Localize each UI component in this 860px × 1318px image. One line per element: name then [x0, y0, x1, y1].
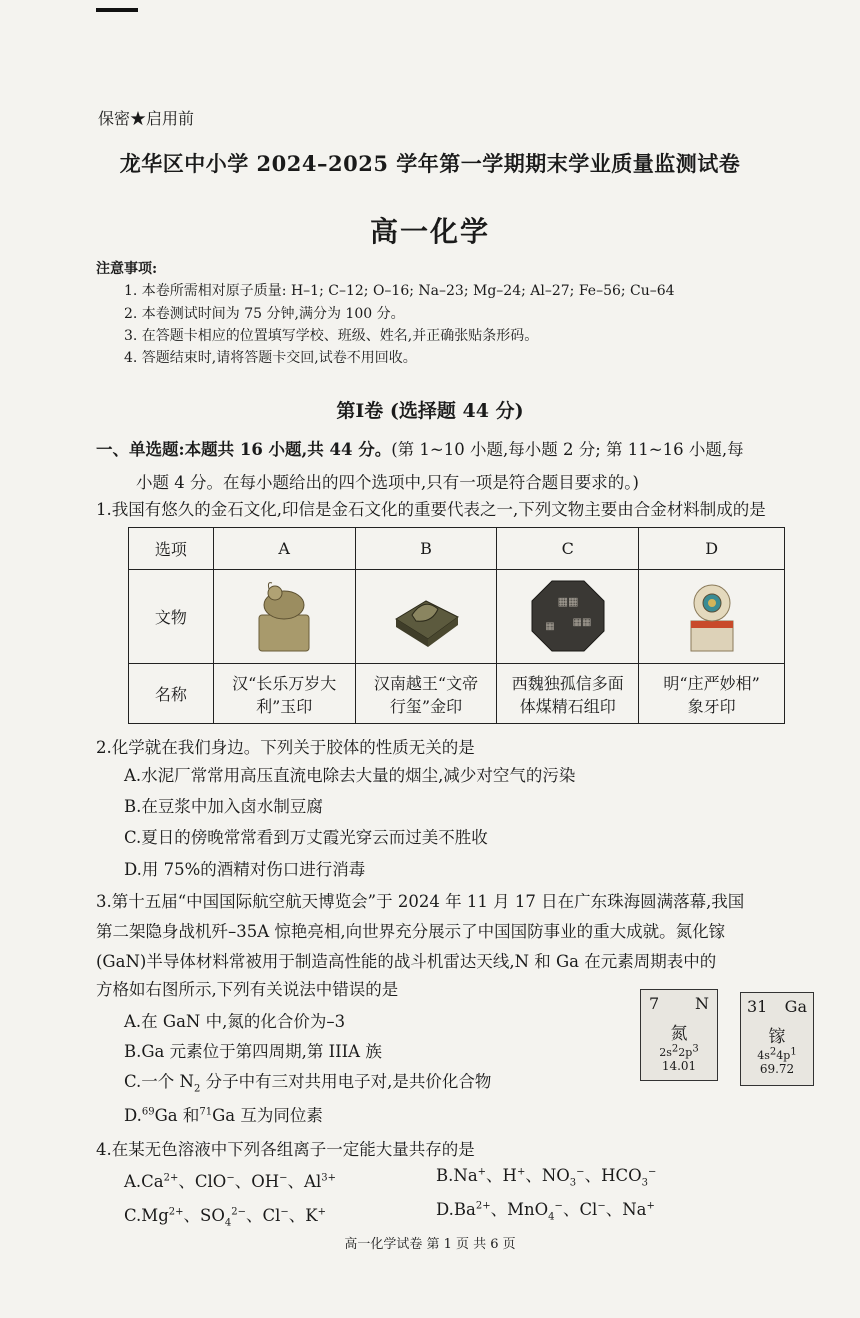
- q3-option-d: [124, 1106, 323, 1126]
- svg-text:▦▦: ▦▦: [572, 616, 592, 628]
- ga-config-p-count: 1: [790, 1046, 797, 1058]
- q3-option-d-label: D.: [124, 1106, 142, 1125]
- q3-option-c-text-rest: 分子中有三对共用电子对,是共价化合物: [200, 1072, 492, 1091]
- ivory-seal-image: [677, 575, 747, 655]
- q4-option-a: $A.Ca^{2+}$、ClO−、OH−、$Al^{3+}$: [124, 1172, 336, 1191]
- n-config-s: 2s: [659, 1046, 672, 1059]
- relic-b-name-line2: 行玺”金印: [389, 696, 463, 716]
- q2-option-c: C.夏日的傍晚常常看到万丈霞光穿云而过美不胜收: [124, 828, 488, 847]
- ga-name: 镓: [768, 1027, 786, 1047]
- relic-d-name-line1: 明“庄严妙相”: [663, 673, 760, 693]
- exam-title: 龙华区中小学 2024–2025 学年第一学期期末学业质量监测试卷: [119, 151, 741, 176]
- ga-electron-config: [741, 1046, 813, 1062]
- relic-c-name: [497, 664, 639, 724]
- q3-line2: 第二架隐身战机歼–35A 惊艳亮相,向世界充分展示了中国国防事业的重大成就。氮化镓: [96, 922, 726, 941]
- relic-d-name-line2: 象牙印: [687, 696, 736, 716]
- q4-option-d-label: D.: [436, 1200, 454, 1219]
- ga-symbol: Ga: [784, 997, 807, 1016]
- n-atomic-number: 7: [649, 994, 660, 1013]
- q3-option-c-text: C.一个 N: [124, 1072, 194, 1091]
- scan-mark: [96, 8, 138, 12]
- confidential-label: 保密★启用前: [98, 109, 195, 128]
- q4-option-a-label: A.: [124, 1172, 142, 1191]
- q4-option-b: B.Na+、H+、$NO_3^-$、$HCO_3^-$: [436, 1166, 657, 1189]
- q3-isotope-69: 69: [141, 1106, 155, 1118]
- q2-option-d: D.用 75%的酒精对伤口进行消毒: [124, 860, 366, 879]
- coal-seal-image: [528, 575, 608, 655]
- q4-stem: 4.在某无色溶液中下列各组离子一定能大量共存的是: [96, 1140, 475, 1159]
- gold-seal-image: [386, 579, 466, 651]
- option-c-header: C: [497, 528, 639, 570]
- periodic-cell-nitrogen: [640, 989, 718, 1081]
- q3-isotope-71: 71: [199, 1106, 213, 1118]
- q1-stem: 1.我国有悠久的金石文化,印信是金石文化的重要代表之一,下列文物主要由合金材料制成的是: [96, 500, 766, 519]
- ga-config-s-count: 2: [769, 1046, 777, 1058]
- relic-c-name-line1: 西魏独孤信多面: [511, 673, 624, 693]
- relic-b-name: [355, 664, 497, 724]
- q4-option-b-label: B.: [436, 1166, 454, 1185]
- notice-item: 2. 本卷测试时间为 75 分钟,满分为 100 分。: [124, 306, 405, 322]
- notice-item: 3. 在答题卡相应的位置填写学校、班级、姓名,并正确张贴条形码。: [124, 328, 539, 344]
- periodic-cell-gallium: [740, 992, 814, 1086]
- q2-stem: 2.化学就在我们身边。下列关于胶体的性质无关的是: [96, 738, 475, 757]
- q2-option-a: A.水泥厂常常用高压直流电除去大量的烟尘,减少对空气的污染: [124, 766, 576, 785]
- notice-item: 1. 本卷所需相对原子质量: H–1; C–12; O–16; Na–23; Mg–24; Al–27; Fe–56; Cu–64: [124, 283, 675, 299]
- n-config-p-count: 3: [692, 1043, 699, 1055]
- q3-option-a: A.在 GaN 中,氮的化合价为–3: [124, 1012, 346, 1031]
- n-atomic-mass: 14.01: [661, 1059, 697, 1073]
- row-label-name: 名称: [129, 664, 214, 724]
- q3-option-c: [124, 1072, 492, 1095]
- q3-option-d-rest: Ga 互为同位素: [212, 1106, 323, 1125]
- n-symbol: N: [695, 994, 709, 1013]
- part1-heading-line2: 小题 4 分。在每小题给出的四个选项中,只有一项是符合题目要求的。): [136, 473, 639, 492]
- relic-c-name-line2: 体煤精石组印: [519, 696, 616, 716]
- q3-line4: 方格如右图所示,下列有关说法中错误的是: [96, 980, 399, 999]
- relic-b-name-line1: 汉南越王“文帝: [373, 673, 479, 693]
- relic-d-name: [639, 664, 785, 724]
- q3-option-c-subscript: 2: [193, 1083, 201, 1095]
- q2-option-b: B.在豆浆中加入卤水制豆腐: [124, 797, 323, 816]
- ga-atomic-mass: 69.72: [759, 1062, 795, 1076]
- n-config-p: 2p: [678, 1046, 693, 1059]
- n-config-s-count: 2: [671, 1043, 679, 1055]
- n-name: 氮: [670, 1024, 688, 1044]
- q3-line1: 3.第十五届“中国国际航空航天博览会”于 2024 年 11 月 17 日在广东珠海圆满落幕,我国: [96, 892, 745, 911]
- svg-text:▦▦: ▦▦: [557, 594, 579, 608]
- section-title: 第Ⅰ卷 (选择题 44 分): [336, 400, 524, 422]
- option-d-header: D: [639, 528, 785, 570]
- ga-config-p: 4p: [776, 1049, 791, 1062]
- ga-config-s: 4s: [757, 1049, 770, 1062]
- exam-subject: 高一化学: [369, 215, 490, 248]
- notice-item: 4. 答题结束时,请将答题卡交回,试卷不用回收。: [124, 350, 417, 366]
- relics-table: [128, 527, 785, 724]
- part1-heading-rest: (第 1~10 小题,每小题 2 分; 第 11~16 小题,每: [391, 440, 744, 459]
- jade-seal-image: [249, 575, 319, 655]
- option-b-header: B: [355, 528, 497, 570]
- q3-line3: (GaN)半导体材料常被用于制造高性能的战斗机雷达天线,N 和 Ga 在元素周期表中的: [96, 952, 717, 971]
- relic-a-name-line1: 汉“长乐万岁大: [232, 673, 337, 693]
- relic-a-name-line2: 利”玉印: [256, 696, 313, 716]
- n-electron-config: [641, 1043, 717, 1059]
- q3-option-b: B.Ga 元素位于第四周期,第 IIIA 族: [124, 1042, 382, 1061]
- notice-heading: 注意事项:: [96, 261, 158, 277]
- relic-b-cell: [355, 570, 497, 664]
- ga-atomic-number: 31: [747, 997, 768, 1016]
- relic-d-cell: [639, 570, 785, 664]
- relic-a-name: [213, 664, 355, 724]
- relic-a-cell: [213, 570, 355, 664]
- page-footer: 高一化学试卷 第 1 页 共 6 页: [344, 1237, 516, 1252]
- q4-option-c: $C.Mg^{2+}$、$SO_4^{2-}$、Cl−、K+: [124, 1206, 326, 1229]
- q4-option-d: $D.Ba^{2+}$、MnO$_4$−、Cl−、Na+: [436, 1200, 655, 1223]
- svg-text:▦: ▦: [545, 620, 555, 632]
- option-a-header: A: [213, 528, 355, 570]
- q4-option-c-label: C.: [124, 1206, 142, 1225]
- row-label-relic: 文物: [129, 570, 214, 664]
- part1-heading: [96, 440, 744, 460]
- q3-option-d-mid: Ga 和: [154, 1106, 200, 1125]
- part1-heading-bold: 一、单选题:本题共 16 小题,共 44 分。: [96, 440, 392, 459]
- relic-c-cell: [497, 570, 639, 664]
- row-label-option: 选项: [129, 528, 214, 570]
